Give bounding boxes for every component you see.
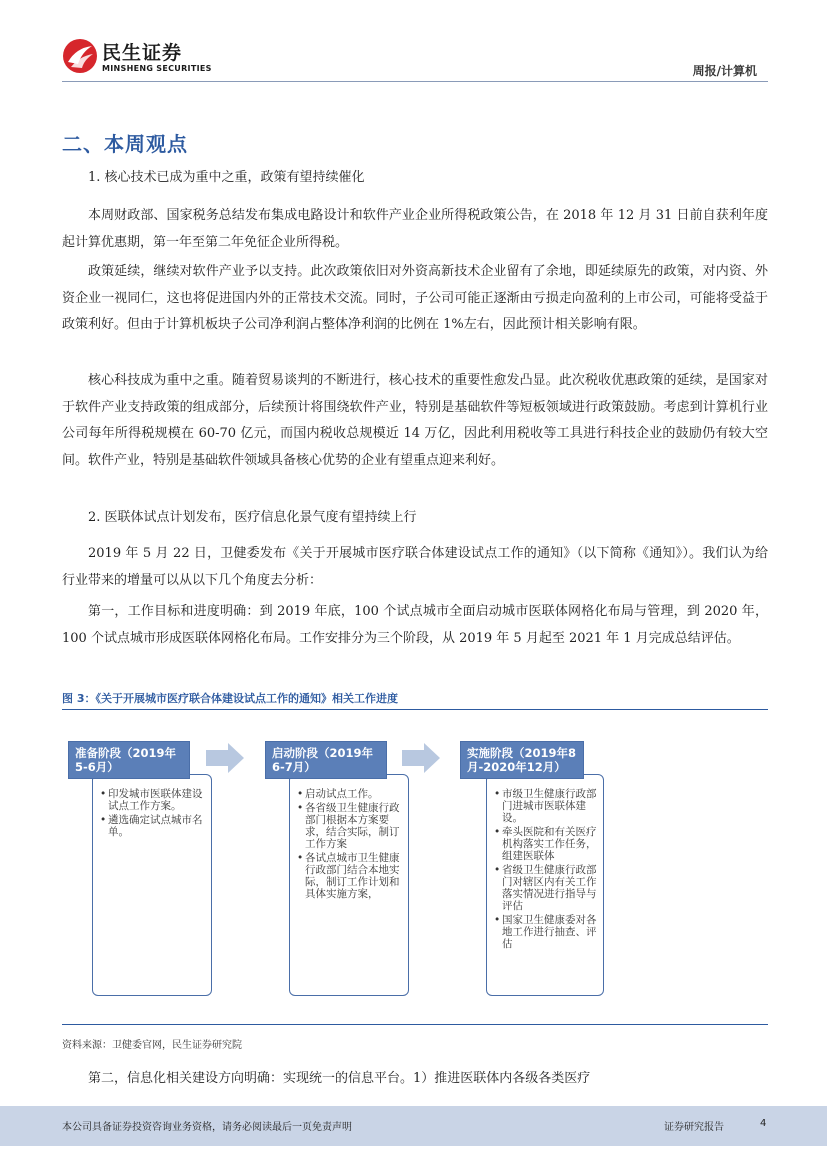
logo-emblem-icon bbox=[62, 38, 98, 74]
arrow-right-icon bbox=[204, 741, 246, 775]
list-item: • 遴选确定试点城市名单。 bbox=[100, 814, 206, 838]
stage-head-implement: 实施阶段（2019年8月-2020年12月） bbox=[460, 741, 584, 779]
list-item: • 市级卫生健康行政部门进城市医联体建设。 bbox=[494, 788, 598, 824]
footer-disclaimer: 本公司具备证券投资咨询业务资格，请务必阅读最后一页免责声明 bbox=[62, 1122, 352, 1133]
logo-text-cn: 民生证券 bbox=[102, 42, 183, 64]
report-type: 周报/计算机 bbox=[692, 64, 757, 78]
page-header bbox=[0, 0, 827, 82]
page-footer bbox=[0, 1106, 827, 1146]
stage-list-prepare bbox=[100, 788, 206, 840]
logo-text-en: MINSHENG SECURITIES bbox=[102, 64, 212, 73]
list-item: • 国家卫生健康委对各地工作进行抽查、评估 bbox=[494, 914, 598, 950]
stage-head-prepare: 准备阶段（2019年5-6月） bbox=[68, 741, 190, 779]
stage-head-launch: 启动阶段（2019年6-7月） bbox=[265, 741, 387, 779]
paragraph: 第一，工作目标和进度明确：到 2019 年底，100 个试点城市全面启动城市医联体网格化布局与管理，到 2020 年，100 个试点城市形成医联体网格化布局。工作安排分为三个阶段，从 2019 年 5 月起至 2021 年 1 月完成总结评估。 bbox=[62, 604, 768, 646]
list-item: • 启动试点工作。 bbox=[297, 788, 403, 800]
page-number: 4 bbox=[760, 1118, 767, 1129]
paragraph: 2019 年 5 月 22 日，卫健委发布《关于开展城市医疗联合体建设试点工作的通知》（以下简称《通知》）。我们认为给行业带来的增量可以从以下几个角度去分析： bbox=[62, 546, 768, 588]
subheading-1: 1. 核心技术已成为重中之重，政策有望持续催化 bbox=[88, 170, 365, 185]
figure-divider-top bbox=[62, 709, 768, 710]
footer-label: 证券研究报告 bbox=[664, 1122, 724, 1133]
list-item: • 各省级卫生健康行政部门根据本方案要求，结合实际，制订工作方案 bbox=[297, 802, 403, 850]
list-item: • 牵头医院和有关医疗机构落实工作任务，组建医联体 bbox=[494, 826, 598, 862]
figure-title: 图 3：《关于开展城市医疗联合体建设试点工作的通知》相关工作进度 bbox=[62, 692, 398, 705]
header-divider bbox=[62, 81, 768, 82]
paragraph: 本周财政部、国家税务总结发布集成电路设计和软件产业企业所得税政策公告，在 2018 年 12 月 31 日前自获利年度起计算优惠期，第一年至第二年免征企业所得税。 bbox=[62, 208, 768, 250]
list-item: • 印发城市医联体建设试点工作方案。 bbox=[100, 788, 206, 812]
figure-source: 资料来源：卫健委官网，民生证券研究院 bbox=[62, 1040, 242, 1051]
section-title: 二、本周观点 bbox=[62, 132, 188, 156]
stage-list-implement bbox=[494, 788, 598, 952]
subheading-2: 2. 医联体试点计划发布，医疗信息化景气度有望持续上行 bbox=[88, 510, 417, 525]
paragraph: 政策延续，继续对软件产业予以支持。此次政策依旧对外资高新技术企业留有了余地，即延续原先的政策，对内资、外资企业一视同仁，这也将促进国内外的正常技术交流。同时，子公司可能正逐渐由亏损走向盈利的上市公司，可能将受益于政策利好。但由于计算机板块子公司净利润占整体净利润的比例在 1%左右，因此预计相关影响有限。 bbox=[62, 264, 768, 332]
list-item: • 各试点城市卫生健康行政部门结合本地实际，制订工作计划和具体实施方案， bbox=[297, 852, 403, 900]
paragraph: 第二，信息化相关建设方向明确：实现统一的信息平台。1）推进医联体内各级各类医疗 bbox=[88, 1071, 591, 1086]
paragraph: 核心科技成为重中之重。随着贸易谈判的不断进行，核心技术的重要性愈发凸显。此次税收优惠政策的延续，是国家对于软件产业支持政策的组成部分，后续预计将围绕软件产业，特别是基础软件等短板领域进行政策鼓励。考虑到计算机行业公司每年所得税规模在 60-70 亿元，而国内税收总规模近 14 万亿，因此利用税收等工具进行科技企业的鼓励仍有较大空间。软件产业，特别是基础软件领域具备核心优势的企业有望重点迎来利好。 bbox=[62, 373, 768, 468]
figure-divider-bottom bbox=[62, 1024, 768, 1025]
stage-list-launch bbox=[297, 788, 403, 902]
list-item: • 省级卫生健康行政部门对辖区内有关工作落实情况进行指导与评估 bbox=[494, 864, 598, 912]
company-logo bbox=[62, 38, 217, 78]
arrow-right-icon bbox=[400, 741, 442, 775]
